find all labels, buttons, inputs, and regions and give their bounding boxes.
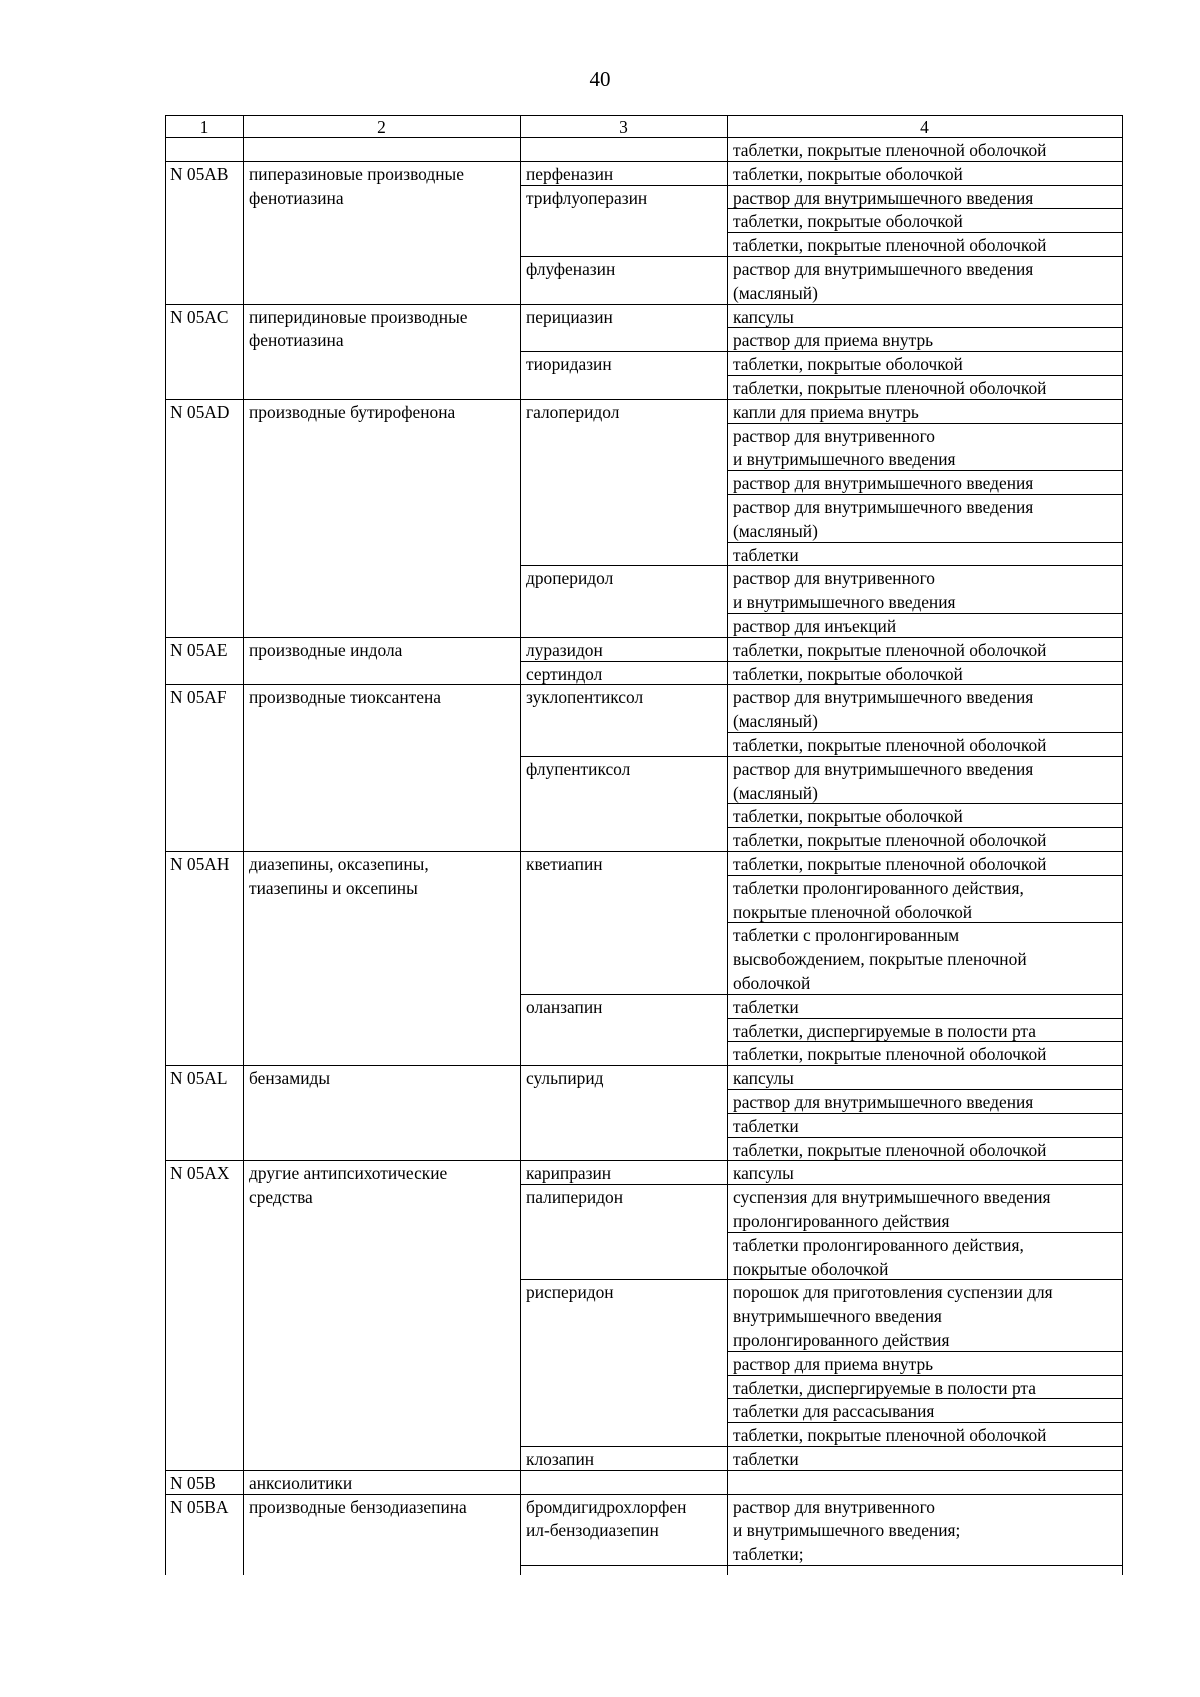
dosage-form-line: суспензия для внутримышечного введения	[733, 1187, 1051, 1208]
dosage-form-line: раствор для приема внутрь	[733, 330, 934, 351]
column-border-3	[520, 115, 521, 1575]
row-separator	[165, 637, 1123, 638]
form-separator	[727, 542, 1123, 543]
atc-code: N 05AF	[170, 687, 227, 708]
dosage-form-line: раствор для внутримышечного введения	[733, 687, 1034, 708]
form-separator	[727, 1422, 1123, 1423]
row-separator	[165, 851, 1123, 852]
dosage-form-line: таблетки;	[733, 1544, 804, 1565]
form-separator	[727, 1089, 1123, 1090]
group-name-line: анксиолитики	[249, 1472, 353, 1493]
dosage-form-line: (масляный)	[733, 711, 818, 732]
drug-name-line: перициазин	[526, 306, 613, 327]
dosage-form-line: раствор для внутривенного	[733, 1496, 935, 1517]
dosage-form-line: и внутримышечного введения;	[733, 1520, 961, 1541]
drug-separator	[520, 1184, 1123, 1185]
dosage-form-line: таблетки, покрытые оболочкой	[733, 354, 963, 375]
group-name-line: производные тиоксантена	[249, 687, 441, 708]
dosage-form-line: капли для приема внутрь	[733, 401, 919, 422]
form-separator	[727, 327, 1123, 328]
dosage-form-line: таблетки, диспергируемые в полости рта	[733, 1020, 1036, 1041]
form-separator	[727, 232, 1123, 233]
dosage-form-line: порошок для приготовления суспензии для	[733, 1282, 1053, 1303]
form-separator	[727, 470, 1123, 471]
dosage-form-line: таблетки, покрытые оболочкой	[733, 211, 963, 232]
row-separator	[165, 304, 1123, 305]
drug-name-line: трифлуоперазин	[526, 187, 648, 208]
drug-name-line: ил-бензодиазепин	[526, 1520, 659, 1541]
dosage-form-line: таблетки пролонгированного действия,	[733, 877, 1024, 898]
drug-name-line: флуфеназин	[526, 259, 616, 279]
dosage-form-line: раствор для инъекций	[733, 616, 897, 636]
row-separator	[165, 1470, 1123, 1471]
group-name-line: производные индола	[249, 639, 403, 660]
group-name-line: фенотиазина	[249, 187, 344, 208]
dosage-form-line: таблетки	[733, 544, 799, 565]
dosage-form-line: (масляный)	[733, 782, 818, 803]
dosage-form-line: раствор для внутривенного	[733, 425, 935, 446]
drug-name-line: карипразин	[526, 1163, 612, 1184]
form-separator	[727, 1018, 1123, 1019]
dosage-form-line: таблетки, покрытые пленочной оболочкой	[733, 378, 1047, 398]
drug-name-line: луразидон	[526, 639, 603, 660]
dosage-form-line: капсулы	[733, 1068, 794, 1089]
group-name-line: пиперидиновые производные	[249, 306, 468, 327]
atc-code: N 05AL	[170, 1068, 228, 1089]
atc-code: N 05B	[170, 1472, 216, 1493]
form-separator	[727, 875, 1123, 876]
dosage-form-line: таблетки	[733, 996, 799, 1017]
form-separator	[727, 1232, 1123, 1233]
drug-separator	[520, 256, 1123, 257]
dosage-form-line: (масляный)	[733, 282, 818, 303]
group-name-line: тиазепины и оксепины	[249, 877, 418, 898]
dosage-form-line: таблетки, покрытые пленочной оболочкой	[733, 639, 1047, 660]
column-border-4	[727, 115, 728, 1575]
atc-code: N 05AC	[170, 306, 229, 327]
form-separator	[727, 494, 1123, 495]
form-separator	[727, 732, 1123, 733]
dosage-form-line: таблетки для рассасывания	[733, 1401, 935, 1422]
dosage-form-line: таблетки, покрытые пленочной оболочкой	[733, 235, 1047, 256]
dosage-form-line: оболочкой	[733, 973, 811, 993]
row-separator	[165, 1494, 1123, 1495]
dosage-form-line: таблетки, покрытые пленочной оболочкой	[733, 854, 1047, 874]
drug-separator	[520, 1279, 1123, 1280]
column-border-5	[1122, 115, 1123, 1575]
drug-name-line: перфеназин	[526, 163, 614, 184]
form-separator	[727, 423, 1123, 424]
dosage-form-line: таблетки, покрытые пленочной оболочкой	[733, 830, 1047, 851]
atc-code: N 05BA	[170, 1496, 229, 1517]
row-separator	[165, 684, 1123, 685]
dosage-form-line: раствор для внутримышечного введения	[733, 758, 1034, 779]
drug-separator	[520, 351, 1123, 352]
row-separator	[165, 161, 1123, 162]
group-name-line: бензамиды	[249, 1068, 331, 1089]
dosage-form-line: (масляный)	[733, 520, 818, 541]
dosage-form-line: таблетки, покрытые пленочной оболочкой	[733, 1139, 1047, 1160]
dosage-form-line: раствор для внутримышечного введения	[733, 187, 1034, 208]
group-name-line: производные бензодиазепина	[249, 1496, 467, 1517]
form-separator	[727, 1375, 1123, 1376]
form-separator	[727, 208, 1123, 209]
atc-code: N 05AB	[170, 163, 229, 184]
group-name-line: другие антипсихотические	[249, 1163, 448, 1184]
form-separator	[727, 1041, 1123, 1042]
dosage-form-line: пролонгированного действия	[733, 1211, 950, 1231]
dosage-form-line: таблетки, покрытые оболочкой	[733, 806, 963, 827]
drug-name-line: кветиапин	[526, 854, 603, 874]
column-border-2	[243, 115, 244, 1575]
drug-separator	[520, 756, 1123, 757]
dosage-form-line: раствор для внутримышечного введения	[733, 1092, 1034, 1112]
table-bottom-partial-border	[520, 1565, 1123, 1566]
form-separator	[727, 1351, 1123, 1352]
drug-separator	[520, 661, 1123, 662]
header-cell: 4	[920, 117, 929, 137]
form-separator	[727, 922, 1123, 923]
group-name-line: средства	[249, 1187, 313, 1208]
group-name-line: производные бутирофенона	[249, 401, 456, 422]
row-separator	[165, 1160, 1123, 1161]
dosage-form-line: таблетки пролонгированного действия,	[733, 1234, 1024, 1255]
drug-separator	[520, 185, 1123, 186]
dosage-form-line: капсулы	[733, 306, 794, 327]
dosage-form-line: высвобождением, покрытые пленочной	[733, 949, 1027, 970]
group-name-line: пиперазиновые производные	[249, 163, 464, 184]
page-number: 40	[589, 67, 611, 91]
dosage-form-line: таблетки	[733, 1449, 799, 1469]
group-name-line: диазепины, оксазепины,	[249, 854, 429, 874]
dosage-form-line: таблетки, покрытые пленочной оболочкой	[733, 735, 1047, 755]
drug-name-line: зуклопентиксол	[526, 687, 644, 708]
form-separator	[727, 803, 1123, 804]
drug-separator	[520, 565, 1123, 566]
dosage-form-line: капсулы	[733, 1163, 794, 1184]
dosage-form-line: покрытые оболочкой	[733, 1258, 889, 1279]
dosage-form-line: покрытые пленочной оболочкой	[733, 901, 973, 922]
drug-name-line: дроперидол	[526, 568, 614, 589]
header-cell: 1	[199, 117, 209, 137]
group-name-line: фенотиазина	[249, 330, 344, 351]
dosage-form-line: таблетки, покрытые пленочной оболочкой	[733, 140, 1047, 160]
column-border-1	[165, 115, 166, 1575]
row-separator	[165, 1065, 1123, 1066]
dosage-form-line: раствор для внутримышечного введения	[733, 497, 1034, 517]
dosage-form-line: раствор для внутримышечного введения	[733, 259, 1034, 279]
drug-separator	[520, 1446, 1123, 1447]
form-separator	[727, 827, 1123, 828]
dosage-form-line: раствор для внутримышечного введения	[733, 473, 1034, 494]
dosage-form-line: внутримышечного введения	[733, 1306, 942, 1327]
dosage-form-line: таблетки, покрытые оболочкой	[733, 163, 963, 184]
atc-code: N 05AH	[170, 854, 230, 874]
form-separator	[727, 1113, 1123, 1114]
form-separator	[727, 375, 1123, 376]
dosage-form-line: и внутримышечного введения	[733, 449, 956, 470]
dosage-form-line: раствор для внутривенного	[733, 568, 935, 589]
atc-code: N 05AE	[170, 639, 228, 660]
drug-name-line: оланзапин	[526, 996, 603, 1017]
atc-code: N 05AX	[170, 1163, 230, 1184]
row-separator	[165, 399, 1123, 400]
dosage-form-line: таблетки, покрытые оболочкой	[733, 663, 963, 684]
drug-name-line: клозапин	[526, 1449, 595, 1469]
form-separator	[727, 1398, 1123, 1399]
dosage-form-line: раствор для приема внутрь	[733, 1353, 934, 1374]
drug-name-line: палиперидон	[526, 1187, 624, 1208]
dosage-form-line: пролонгированного действия	[733, 1330, 950, 1350]
dosage-form-line: таблетки, покрытые пленочной оболочкой	[733, 1425, 1047, 1446]
dosage-form-line: таблетки, покрытые пленочной оболочкой	[733, 1044, 1047, 1065]
atc-code: N 05AD	[170, 401, 230, 422]
dosage-form-line: таблетки, диспергируемые в полости рта	[733, 1377, 1036, 1398]
drug-name-line: бромдигидрохлорфен	[526, 1496, 687, 1517]
header-cell: 3	[619, 117, 628, 137]
drug-name-line: галоперидол	[526, 401, 620, 422]
form-separator	[727, 613, 1123, 614]
drug-name-line: сертиндол	[526, 663, 603, 684]
dosage-form-line: таблетки	[733, 1115, 799, 1136]
drug-name-line: флупентиксол	[526, 758, 631, 779]
dosage-form-line: таблетки с пролонгированным	[733, 925, 960, 946]
header-cell: 2	[377, 117, 386, 137]
drug-separator	[520, 994, 1123, 995]
drug-name-line: тиоридазин	[526, 354, 612, 375]
drug-name-line: сульпирид	[526, 1068, 604, 1089]
drug-name-line: рисперидон	[526, 1282, 614, 1303]
dosage-form-line: и внутримышечного введения	[733, 592, 956, 613]
form-separator	[727, 1137, 1123, 1138]
